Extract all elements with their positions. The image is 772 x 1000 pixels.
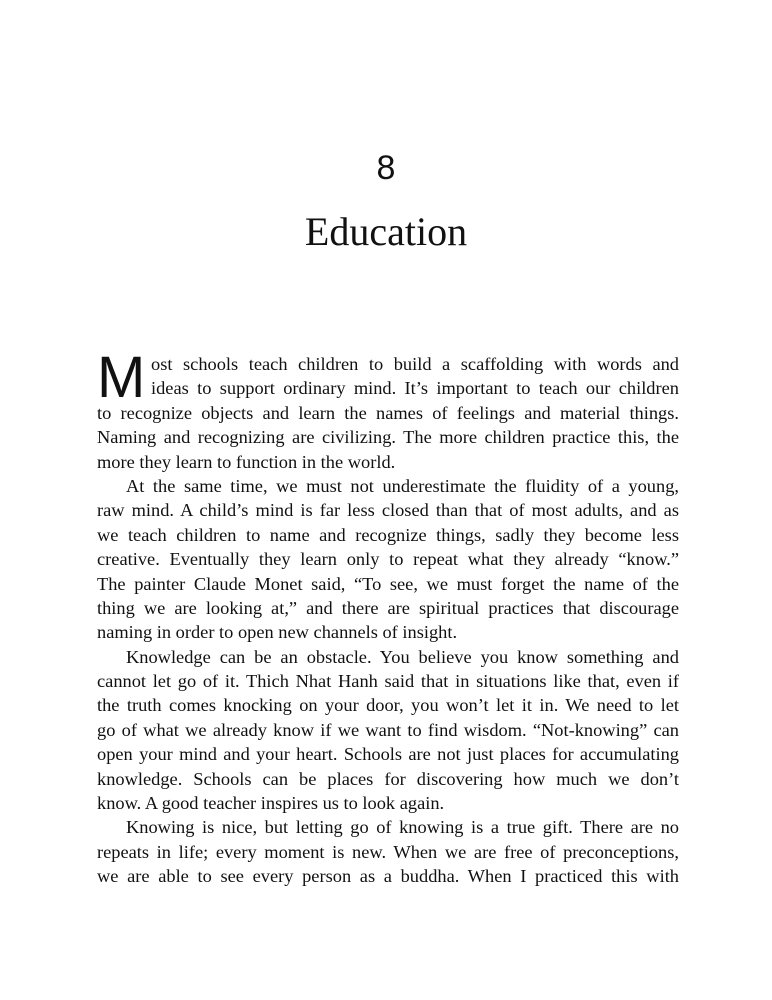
- text-line: we are able to see every person as a buddha. When I practiced this with: [97, 866, 679, 887]
- text-line: ideas to support ordinary mind. It’s important to teach our children: [151, 378, 679, 399]
- text-line: raw mind. A child’s mind is far less closed than that of most adults, and as: [97, 500, 679, 521]
- text-line: At the same time, we must not underestimate the fluidity of a young,: [126, 475, 679, 496]
- text-line: creative. Eventually they learn only to repeat what they already “know.”: [97, 549, 679, 570]
- chapter-title: Education: [304, 209, 468, 254]
- text-line: naming in order to open new channels of insight.: [97, 622, 458, 643]
- drop-cap: M: [97, 345, 146, 410]
- text-line: ost schools teach children to build a scaffolding with words and: [151, 354, 679, 374]
- text-line: thing we are looking at,” and there are spiritual practices that discourage: [97, 597, 679, 618]
- text-line: cannot let go of it. Thich Nhat Hanh said that in situations like that, even if: [97, 671, 679, 692]
- chapter-number: 8: [376, 149, 396, 187]
- text-line: The painter Claude Monet said, “To see, we must forget the name of the: [97, 573, 679, 594]
- text-line: we teach children to name and recognize things, sadly they become less: [97, 524, 679, 545]
- text-line: more they learn to function in the world.: [97, 451, 396, 472]
- text-line: repeats in life; every moment is new. When we are free of preconceptions,: [97, 841, 679, 862]
- text-line: open your mind and your heart. Schools are not just places for accumulating: [97, 744, 679, 765]
- text-line: Knowing is nice, but letting go of knowing is a true gift. There are no: [126, 817, 679, 838]
- text-line: know. A good teacher inspires us to look again.: [97, 793, 445, 814]
- text-line: Naming and recognizing are civilizing. The more children practice this, the: [97, 427, 679, 448]
- text-line: knowledge. Schools can be places for discovering how much we don’t: [97, 768, 679, 789]
- text-line: the truth comes knocking on your door, you won’t let it in. We need to let: [97, 695, 679, 716]
- text-line: go of what we already know if we want to find wisdom. “Not-knowing” can: [97, 719, 679, 740]
- chapter-body: [97, 345, 679, 889]
- text-line: to recognize objects and learn the names of feelings and material things.: [97, 402, 679, 423]
- text-line: Knowledge can be an obstacle. You believe you know something and: [126, 646, 679, 667]
